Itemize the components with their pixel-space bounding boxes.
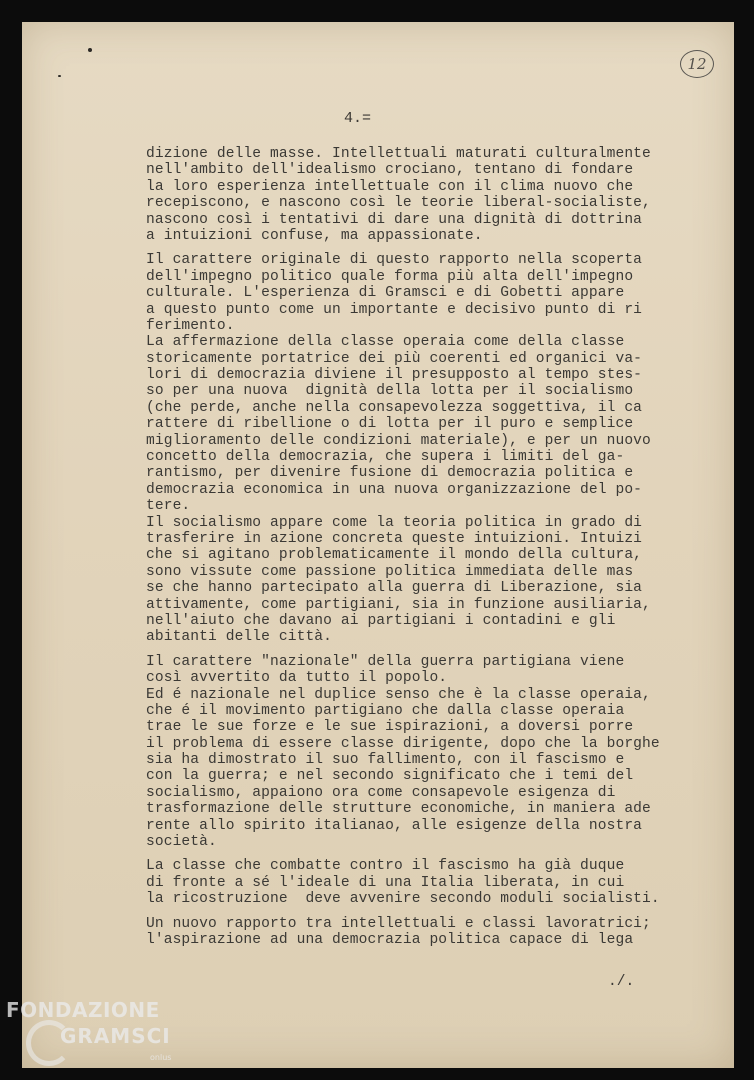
paragraph-gap [146, 244, 726, 252]
paragraph [146, 252, 726, 645]
paragraph [146, 146, 726, 244]
fondazione-gramsci-watermark [0, 996, 200, 1080]
page-number: 4.= [344, 110, 372, 127]
text-line: dizione delle masse. Intellettuali maturati culturalmente [146, 146, 651, 162]
text-line: il problema di essere classe dirigente, dopo che la borghe [146, 735, 660, 752]
continuation-mark: ./. [608, 974, 635, 990]
text-line: democrazia economica in una nuova organizzazione del po- [146, 481, 643, 498]
text-line: miglioramento delle condizioni materiale), e per un nuovo [146, 432, 651, 449]
watermark-line-2: GRAMSCI [60, 1024, 171, 1048]
text-line: dell'impegno politico quale forma più alta dell'impegno [146, 268, 634, 285]
text-line: trasferire in azione concreta queste intuizioni. Intuizi [146, 530, 643, 547]
text-line: trae le sue forze e le sue ispirazioni, a doversi porre [146, 719, 634, 736]
text-line: trasformazione delle strutture economiche, in maniera ade [146, 801, 651, 818]
paragraph [146, 654, 726, 851]
text-line: se che hanno partecipato alla guerra di Liberazione, sia [146, 580, 643, 597]
ink-speck [88, 48, 92, 52]
paragraph-gap [146, 850, 726, 858]
archive-page-number: 12 [680, 50, 714, 78]
text-line: culturale. L'esperienza di Gramsci e di Gobetti appare [146, 285, 625, 302]
watermark-suffix: onlus [150, 1053, 172, 1062]
text-line: che si agitano problematicamente il mondo della cultura, [146, 547, 643, 564]
text-line: di fronte a sé l'ideale di una Italia liberata, in cui [146, 874, 625, 891]
text-line: rattere di ribellione o di lotta per il puro e semplice [146, 416, 634, 433]
typewritten-body [146, 146, 726, 948]
text-line: nell'aiuto che davano ai partigiani i contadini e gli [146, 612, 616, 629]
text-line: La affermazione della classe operaia come della classe [146, 334, 625, 351]
text-line: la ricostruzione deve avvenire secondo moduli socialisti. [146, 891, 660, 908]
paragraph-gap [146, 646, 726, 654]
text-line: sono vissute come passione politica immediata delle mas [146, 563, 634, 580]
text-line: la loro esperienza intellettuale con il clima nuovo che [146, 178, 634, 195]
text-line: società. [146, 834, 217, 851]
text-line: abitanti delle città. [146, 629, 333, 646]
text-line: Il socialismo appare come la teoria politica in grado di [146, 514, 643, 531]
text-line: ferimento. [146, 317, 235, 334]
text-line: a intuizioni confuse, ma appassionate. [146, 227, 483, 244]
text-line: socialismo, appaiono ora come consapevole esigenza di [146, 784, 616, 801]
text-line: Il carattere originale di questo rapporto nella scoperta [146, 252, 643, 269]
text-line: attivamente, come partigiani, sia in funzione ausiliaria, [146, 596, 651, 613]
text-line: recepiscono, e nascono così le teorie liberal-socialiste, [146, 195, 651, 212]
text-line: (che perde, anche nella consapevolezza soggettiva, il ca [146, 399, 643, 416]
text-line: Il carattere "nazionale" della guerra partigiana viene [146, 653, 625, 670]
watermark-line-1: FONDAZIONE [6, 998, 160, 1022]
text-line: lori di democrazia diviene il presupposto al tempo stes- [146, 367, 643, 384]
text-line: l'aspirazione ad una democrazia politica capace di lega [146, 931, 634, 948]
text-line: Un nuovo rapporto tra intellettuali e classi lavoratrici; [146, 915, 651, 932]
text-line: so per una nuova dignità della lotta per il socialismo [146, 383, 634, 400]
text-line: sia ha dimostrato il suo fallimento, con il fascismo e [146, 752, 625, 769]
text-line: storicamente portatrice dei più coerenti ed organici va- [146, 350, 643, 367]
text-line: rantismo, per divenire fusione di democrazia politica e [146, 465, 634, 482]
text-line: a questo punto come un importante e decisivo punto di ri [146, 301, 643, 318]
document-page [22, 22, 734, 1068]
text-line: concetto della democrazia, che supera i limiti del ga- [146, 449, 625, 466]
text-line: Ed é nazionale nel duplice senso che è la classe operaia, [146, 686, 651, 703]
text-line: così avvertito da tutto il popolo. [146, 670, 448, 687]
paragraph-gap [146, 908, 726, 916]
text-line: nascono così i tentativi di dare una dignità di dottrina [146, 211, 643, 228]
text-line: nell'ambito dell'idealismo crociano, tentano di fondare [146, 162, 634, 179]
paragraph [146, 858, 726, 907]
text-line: tere. [146, 498, 191, 515]
text-line: rente allo spirito italianao, alle esigenze della nostra [146, 817, 643, 834]
text-line: con la guerra; e nel secondo significato che i temi del [146, 768, 634, 785]
text-line: La classe che combatte contro il fascismo ha già duque [146, 858, 625, 875]
paragraph [146, 916, 726, 949]
ink-speck [58, 75, 61, 77]
text-line: che é il movimento partigiano che dalla classe operaia [146, 702, 625, 719]
